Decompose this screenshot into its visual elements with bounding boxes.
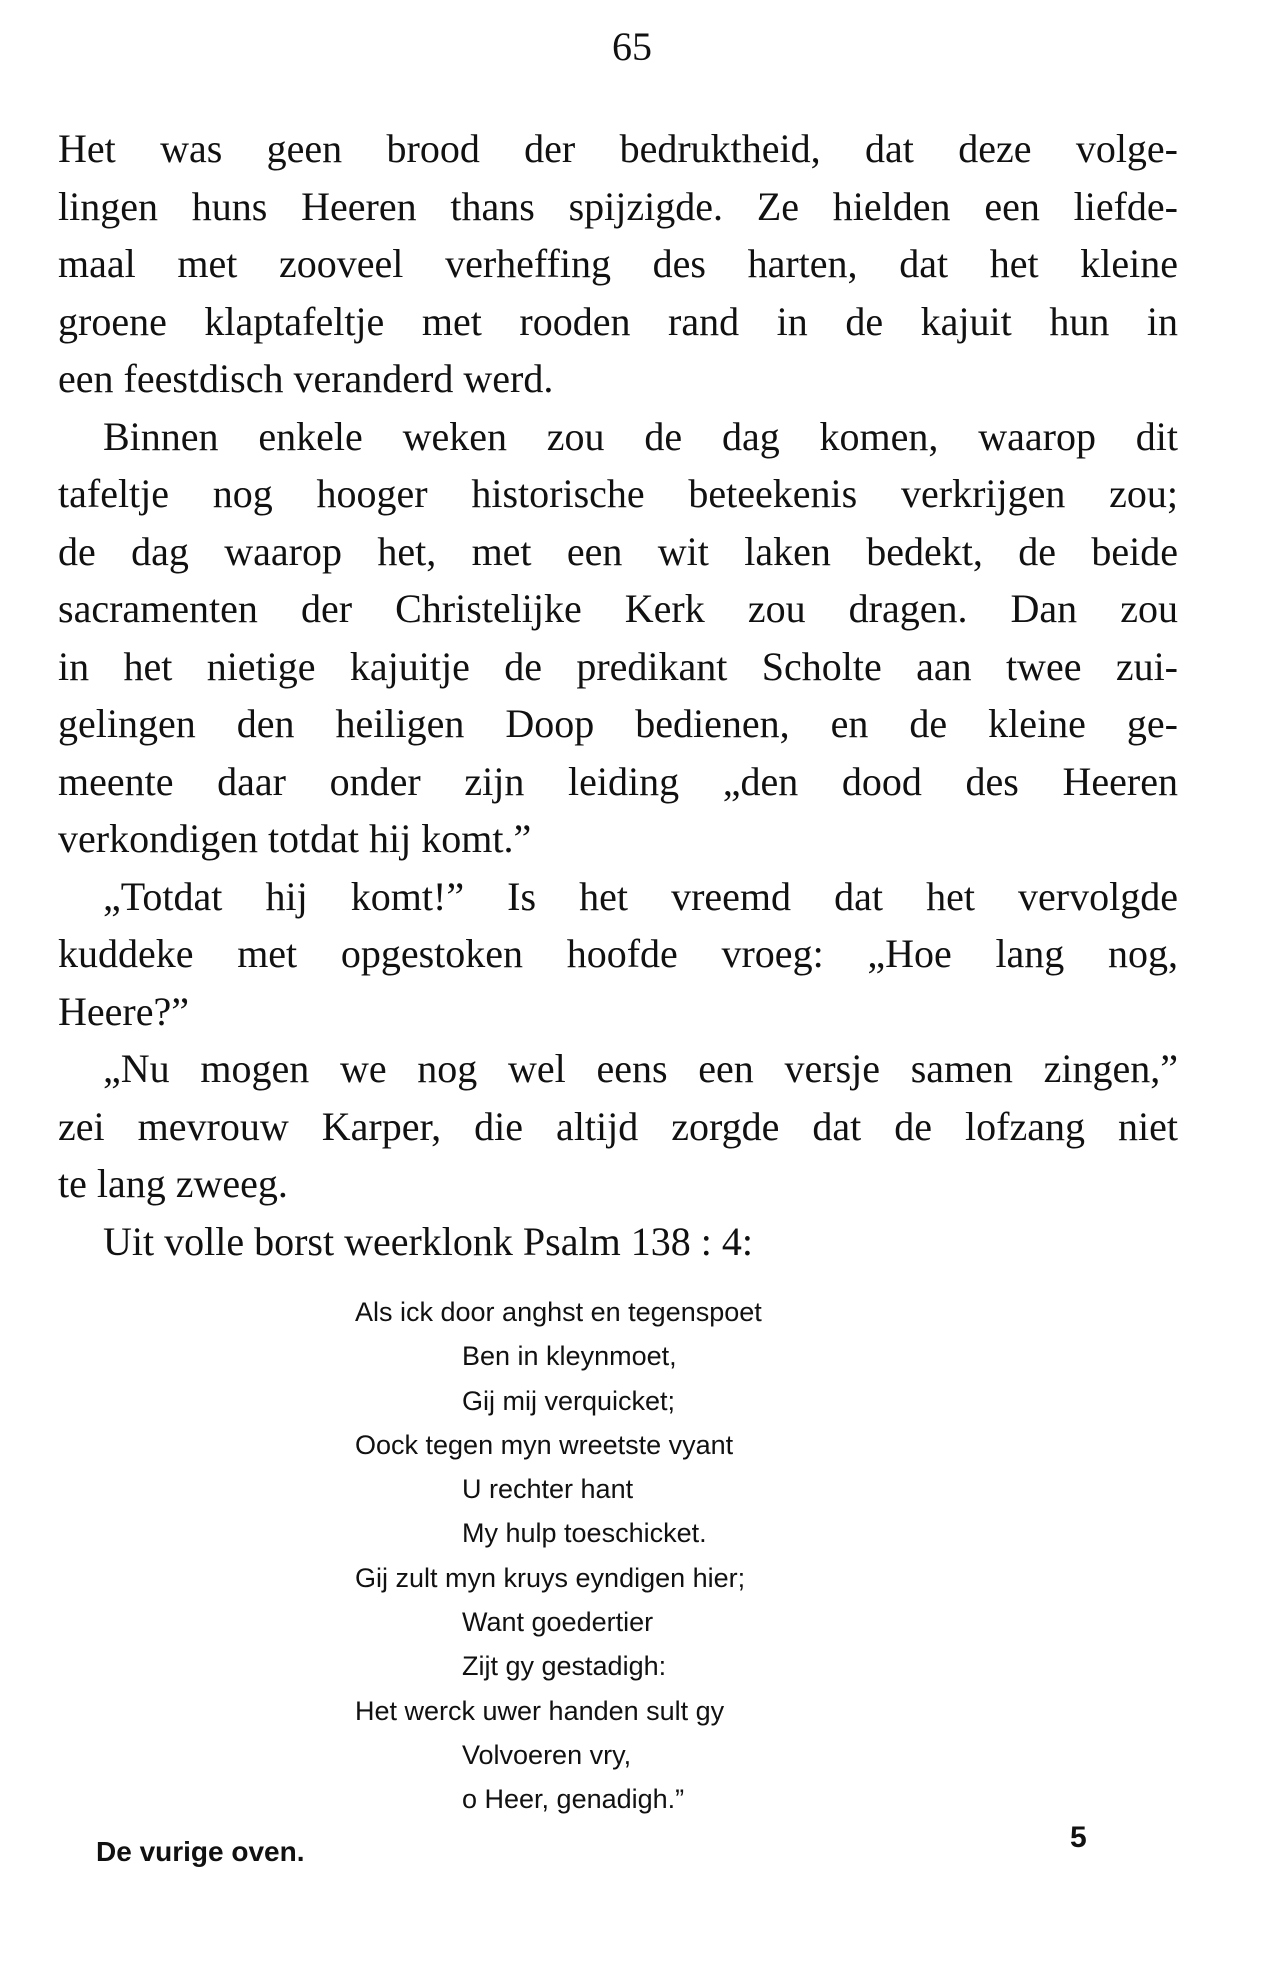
- text-line: kuddeke met opgestoken hoofde vroeg: „Hoe lang nog,: [58, 931, 1178, 976]
- text-line: groene klaptafeltje met rooden rand in de kajuit hun in: [58, 298, 1178, 344]
- verse-line: o Heer, genadigh.”: [462, 1784, 685, 1815]
- verse-line: Want goedertier: [462, 1607, 654, 1638]
- text-line: Binnen enkele weken zou de dag komen, waarop dit: [103, 413, 1178, 459]
- text-line: een feestdisch veranderd werd.: [58, 356, 554, 401]
- verse-line: Ben in kleynmoet,: [462, 1341, 677, 1372]
- verse-line: Gij zult myn kruys eyndigen hier;: [355, 1562, 746, 1593]
- text-line: de dag waarop het, met een wit laken bedekt, de beide: [58, 528, 1178, 574]
- verse-line: U rechter hant: [462, 1474, 634, 1505]
- text-line: zei mevrouw Karper, die altijd zorgde dat de lofzang niet: [58, 1103, 1178, 1149]
- signature-mark: 5: [1070, 1821, 1087, 1854]
- verse-line: Volvoeren vry,: [462, 1739, 632, 1770]
- verse-line: Oock tegen myn wreetste vyant: [355, 1429, 734, 1460]
- text-line: lingen huns Heeren thans spijzigde. Ze hielden een liefde-: [58, 183, 1178, 229]
- text-line: Heere?”: [58, 988, 189, 1034]
- text-line: maal met zooveel verheffing des harten, dat het kleine: [58, 241, 1178, 286]
- verse-line: Gij mij verquicket;: [462, 1385, 676, 1416]
- text-line: te lang zweeg.: [58, 1161, 288, 1206]
- text-line: in het nietige kajuitje de predikant Scholte aan twee zui-: [58, 643, 1178, 689]
- text-line: Uit volle borst weerklonk Psalm 138 : 4:: [103, 1218, 753, 1264]
- psalm-verse: [355, 1290, 915, 1822]
- page-number: 65: [612, 24, 652, 69]
- text-line: sacramenten der Christelijke Kerk zou dragen. Dan zou: [58, 586, 1178, 631]
- text-line: „Nu mogen we nog wel eens een versje samen zingen,”: [103, 1046, 1178, 1091]
- running-title: De vurige oven.: [96, 1836, 305, 1867]
- verse-line: Het werck uwer handen sult gy: [355, 1695, 725, 1726]
- verse-line: Zijt gy gestadigh:: [462, 1651, 667, 1682]
- text-line: Het was geen brood der bedruktheid, dat deze volge-: [58, 126, 1178, 171]
- verse-line: My hulp toeschicket.: [462, 1518, 707, 1549]
- text-line: verkondigen totdat hij komt.”: [58, 816, 532, 861]
- verse-line: Als ick door anghst en tegenspoet: [355, 1297, 762, 1327]
- text-line: meente daar onder zijn leiding „den dood des Heeren: [58, 758, 1178, 804]
- text-line: tafeltje nog hooger historische beteekenis verkrijgen zou;: [58, 471, 1178, 516]
- body-text: [58, 120, 1178, 1270]
- text-line: „Totdat hij komt!” Is het vreemd dat het vervolgde: [103, 873, 1178, 919]
- text-line: gelingen den heiligen Doop bedienen, en de kleine ge-: [58, 701, 1178, 746]
